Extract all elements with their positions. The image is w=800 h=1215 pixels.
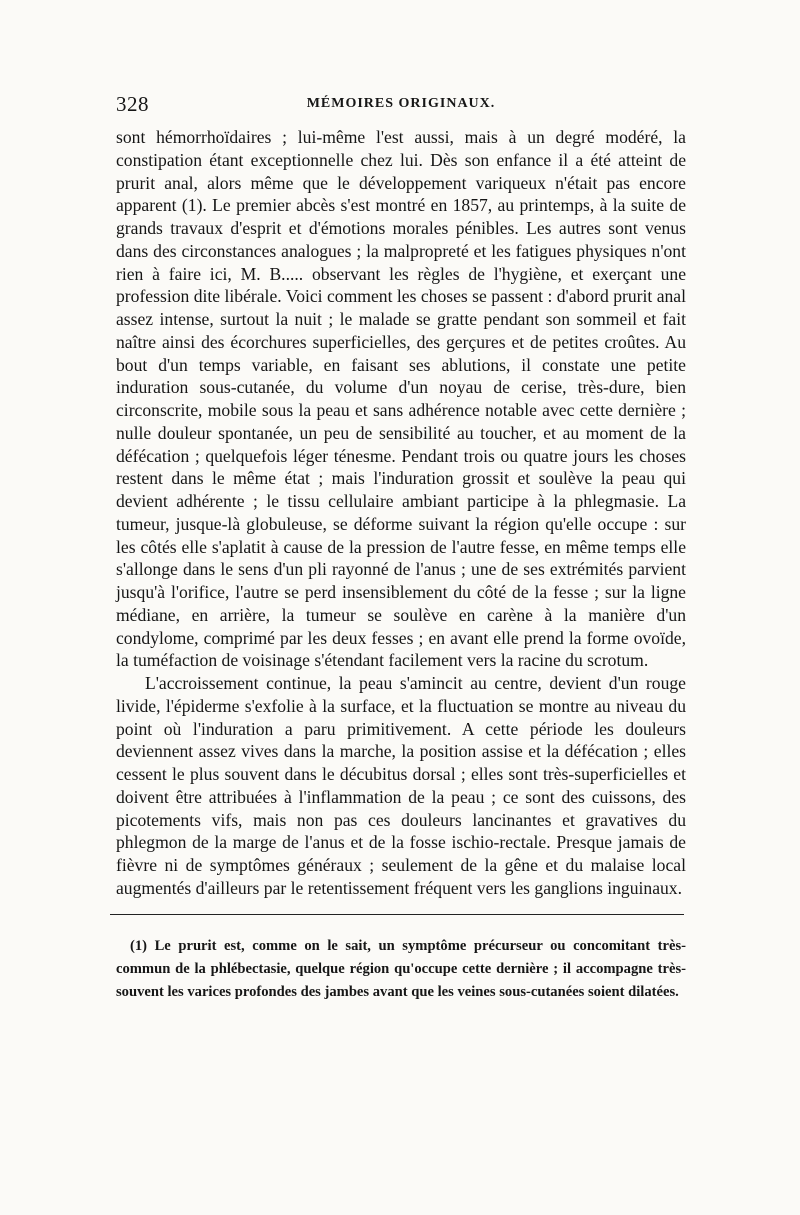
- footnote: (1) Le prurit est, comme on le sait, un symptôme précurseur ou concomitant très-commun de la phlébectasie, quelque région qu'occupe cette dernière ; il accompagne très-souvent les varices profondes des jambes avant que les veines sous-cutanées soient dilatées.: [116, 937, 686, 1000]
- running-head: [116, 92, 686, 126]
- running-title: MÉMOIRES ORIGINAUX.: [306, 96, 496, 111]
- footnote-divider: [110, 914, 684, 915]
- body-text: [116, 126, 686, 900]
- paragraph-2: L'accroissement continue, la peau s'amincit au centre, devient d'un rouge livide, l'épiderme s'exfolie à la surface, et la fluctuation se montre au niveau du point où l'induration a paru primitivement. A cette période les douleurs deviennent assez vives dans la marche, la position assise et la défécation ; elles cessent le plus souvent dans le décubitus dorsal ; elles sont très-superficielles et doivent être attribuées à l'inflammation de la peau ; ce sont des cuissons, des picotements vifs, mais non pas ces douleurs lancinantes et gravatives du phlegmon de la marge de l'anus et de la fosse ischio-rectale. Presque jamais de fièvre ni de symptômes généraux ; seulement de la gêne et du malaise local augmentés d'ailleurs par le retentissement fréquent vers les ganglions inguinaux.: [116, 673, 686, 898]
- paragraph-1: sont hémorrhoïdaires ; lui-même l'est aussi, mais à un degré modéré, la constipation étant exceptionnelle chez lui. Dès son enfance il a été atteint de prurit anal, alors même que le développement variqueux n'était pas encore apparent (1). Le premier abcès s'est montré en 1857, au printemps, à la suite de grands travaux d'esprit et d'émotions morales pénibles. Les autres sont venus dans des circonstances analogues ; la malpropreté et les fatigues physiques n'ont rien à faire ici, M. B..... observant les règles de l'hygiène, et exerçant une profession dite libérale. Voici comment les choses se passent : d'abord prurit anal assez intense, surtout la nuit ; le malade se gratte pendant son sommeil et fait naître ainsi des écorchures superficielles, des gerçures et de petites croûtes. Au bout d'un temps variable, en faisant ses ablutions, il constate une petite induration sous-cutanée, du volume d'un noyau de cerise, très-dure, bien circonscrite, mobile sous la peau et sans adhérence notable avec cette dernière ; nulle douleur spontanée, un peu de sensibilité au toucher, et au moment de la défécation ; quelquefois léger ténesme. Pendant trois ou quatre jours les choses restent dans le même état ; mais l'induration grossit et soulève la peau qui devient adhérente ; le tissu cellulaire ambiant participe à la phlegmasie. La tumeur, jusque-là globuleuse, se déforme suivant la région qu'elle occupe : sur les côtés elle s'aplatit à cause de la pression de l'autre fesse, en même temps elle s'allonge dans le sens d'un pli rayonné de l'anus ; une de ses extrémités parvient jusqu'à l'orifice, l'autre se perd insensiblement du côté de la fesse ; sur la ligne médiane, en arrière, la tumeur se soulève en carène à la manière d'un condylome, comprimé par les deux fesses ; en avant elle prend la forme ovoïde, la tuméfaction de voisinage s'étendant facilement vers la racine du scrotum.: [116, 127, 686, 671]
- page-number: 328: [116, 92, 149, 116]
- book-page: [116, 92, 686, 1004]
